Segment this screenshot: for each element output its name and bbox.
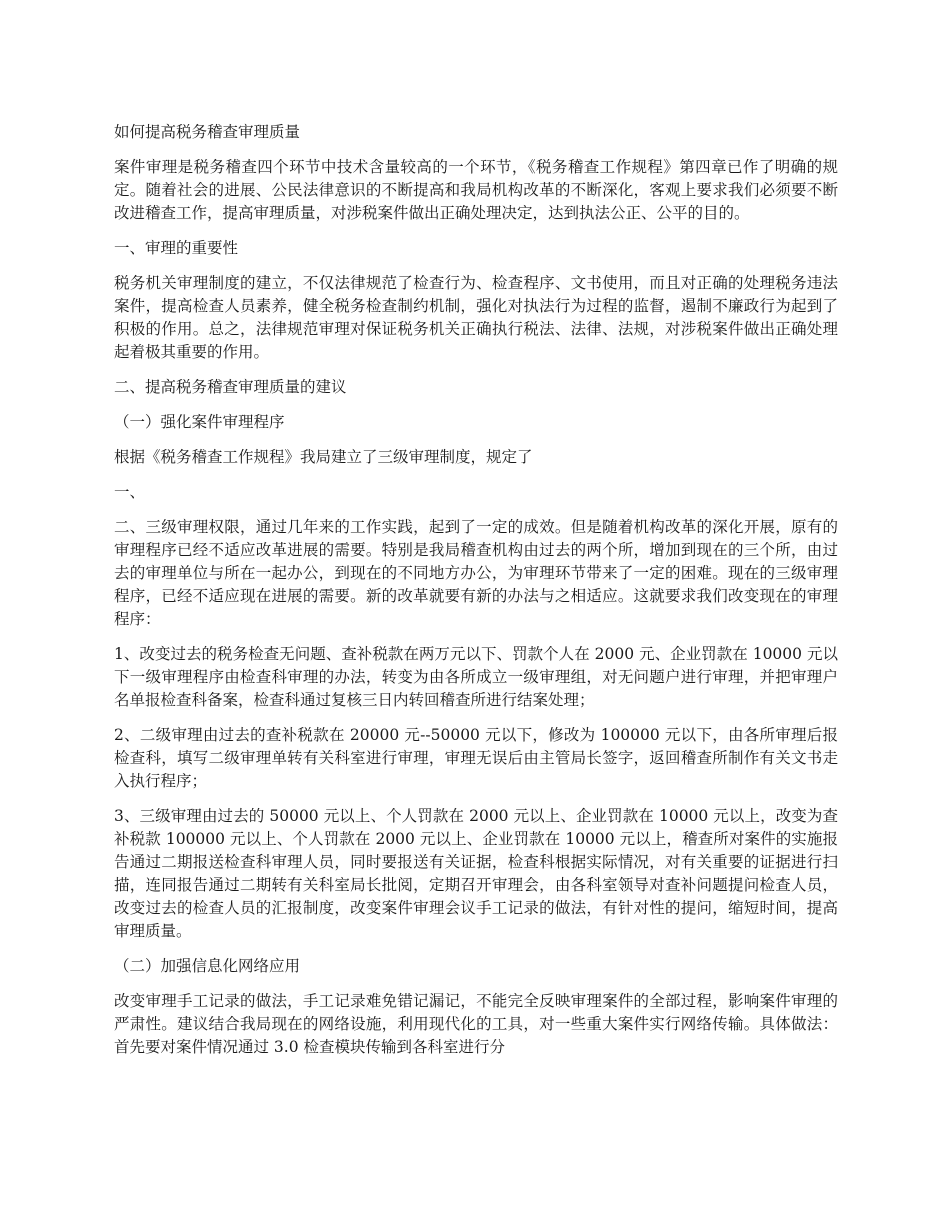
paragraph-network: 改变审理手工记录的做法，手工记录难免错记漏记，不能完全反映审理案件的全部过程，影响案件审理的严肃性。建议结合我局现在的网络设施，利用现代化的工具，对一些重大案件实行网络传输。具体做法：首先要对案件情况通过 3.0 检查模块传输到各科室进行分: [114, 992, 838, 1056]
list-item-1: 1、改变过去的税务检查无问题、查补税款在两万元以下、罚款个人在 2000 元、企业罚款在 10000 元以下一级审理程序由检查科审理的办法，转变为由各所成立一级审理组，对无问题户进行审理，并把审理户名单报检查科备案，检查科通过复核三日内转回稽查所进行结案处理；: [114, 645, 838, 709]
section-heading-suggestions: 二、提高税务稽查审理质量的建议: [114, 378, 347, 396]
document-body: [114, 121, 838, 1071]
list-item-2: 2、二级审理由过去的查补税款在 20000 元--50000 元以下，修改为 100000 元以下，由各所审理后报检查科，填写二级审理单转有关科室进行审理，审理无误后由主管局长签字，返回稽查所制作有关文书走入执行程序；: [114, 726, 838, 790]
list-item-3: 3、三级审理由过去的 50000 元以上、个人罚款在 2000 元以上、企业罚款在 10000 元以上，改变为查补税款 100000 元以上、个人罚款在 2000 元以上、企业罚款在 10000 元以上，稽查所对案件的实施报告通过二期报送检查科审理人员，同时要报送有关证据，检查科根据实际情况，对有关重要的证据进行扫描，连同报告通过二期转有关科室局长批阅，定期召开审理会，由各科室领导对查补问题提问检查人员，改变过去的检查人员的汇报制度，改变案件审理会议手工记录的做法，有针对性的提问，缩短时间，提高审理质量。: [114, 807, 838, 940]
section-heading-importance: 一、审理的重要性: [114, 239, 239, 257]
paragraph-intro: 案件审理是税务稽查四个环节中技术含量较高的一个环节，《税务稽查工作规程》第四章已作了明确的规定。随着社会的进展、公民法律意识的不断提高和我局机构改革的不断深化，客观上要求我们必须要不断改进稽查工作，提高审理质量，对涉税案件做出正确处理决定，达到执法公正、公平的目的。: [114, 158, 838, 222]
paragraph-level-one: 一、: [114, 483, 146, 501]
paragraph-levels-two-three: 二、三级审理权限，通过几年来的工作实践，起到了一定的成效。但是随着机构改革的深化开展，原有的审理程序已经不适应改革进展的需要。特别是我局稽查机构由过去的两个所，增加到现在的三个所，由过去的审理单位与所在一起办公，到现在的不同地方办公，为审理环节带来了一定的困难。现在的三级审理程序，已经不适应现在进展的需要。新的改革就要有新的办法与之相适应。这就要求我们改变现在的审理程序：: [114, 518, 838, 628]
paragraph-importance: 税务机关审理制度的建立，不仅法律规范了检查行为、检查程序、文书使用，而且对正确的处理税务违法案件，提高检查人员素养，健全税务检查制约机制，强化对执法行为过程的监督，遏制不廉政行为起到了积极的作用。总之，法律规范审理对保证税务机关正确执行税法、法律、法规，对涉税案件做出正确处理起着极其重要的作用。: [114, 274, 838, 361]
subsection-heading-network: （二）加强信息化网络应用: [114, 957, 301, 975]
subsection-heading-procedure: （一）强化案件审理程序: [114, 413, 285, 431]
paragraph-procedure-intro: 根据《税务稽查工作规程》我局建立了三级审理制度，规定了: [114, 448, 533, 466]
document-title: 如何提高税务稽查审理质量: [114, 123, 301, 141]
